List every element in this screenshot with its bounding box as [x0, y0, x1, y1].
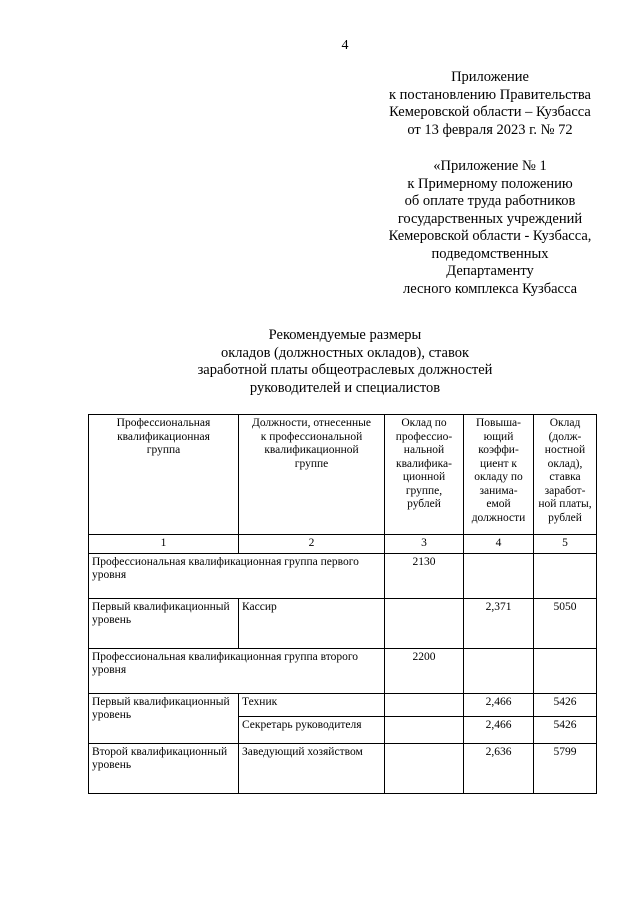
appendix-1-line: Кемеровской области - Кузбасса, [388, 228, 592, 244]
table-row [89, 693, 597, 716]
appendix-header-line: от 13 февраля 2023 г. № 72 [407, 121, 573, 138]
table-row-group-2 [89, 648, 597, 693]
empty-cell [464, 553, 534, 598]
column-number: 3 [385, 535, 464, 554]
header-cell: Оклад по профессио- нальной квалифика- ционной группе, рублей [385, 415, 464, 535]
appendix-1-line: «Приложение № 1 [433, 158, 547, 174]
title-line: руководителей и специалистов [249, 379, 441, 396]
appendix-1-line: Департаменту [446, 263, 534, 279]
pay-amount: 5426 [534, 693, 597, 716]
position-name: Кассир [239, 598, 385, 648]
title-line: Рекомендуемые размеры [268, 327, 422, 343]
coefficient: 2,466 [464, 716, 534, 743]
empty-cell [385, 743, 464, 793]
position-name: Заведующий хозяйством [239, 743, 385, 793]
position-name: Техник [239, 693, 385, 716]
header-cell: Должности, отнесенные к профессиональной квалификационной группе [239, 415, 385, 535]
title-line: окладов (должностных окладов), ставок [220, 344, 470, 361]
appendix-1-line: к Примерному положению [407, 175, 573, 192]
table-row-group-1 [89, 553, 597, 598]
header-cell: Повыша- ющий коэффи- циент к окладу по занима- емой должности [464, 415, 534, 535]
column-number: 1 [89, 535, 239, 554]
appendix-1-line: государственных учреждений [397, 210, 583, 227]
empty-cell [464, 648, 534, 693]
appendix-1-line: подведомственных [431, 245, 549, 262]
pay-amount: 5050 [534, 598, 597, 648]
document-title [150, 327, 540, 397]
group-salary: 2130 [385, 553, 464, 598]
appendix-header-line: Приложение [451, 69, 529, 85]
coefficient: 2,636 [464, 743, 534, 793]
table-row [89, 743, 597, 793]
header-cell: Профессиональная квалификационная группа [89, 415, 239, 535]
header-cell: Оклад (долж- ностной оклад), ставка заработ- ной платы, рублей [534, 415, 597, 535]
qualification-level: Второй квалификационный уровень [89, 743, 239, 793]
column-number-row [89, 535, 597, 554]
empty-cell [534, 648, 597, 693]
group-salary: 2200 [385, 648, 464, 693]
coefficient: 2,466 [464, 693, 534, 716]
appendix-header [370, 69, 610, 139]
coefficient: 2,371 [464, 598, 534, 648]
appendix-1-header [370, 158, 610, 298]
group-name: Профессиональная квалификационная группа первого уровня [89, 553, 385, 598]
title-line: заработной платы общеотраслевых должностей [197, 362, 493, 378]
empty-cell [385, 598, 464, 648]
qualification-level: Первый квалификационный уровень [89, 598, 239, 648]
salary-table [88, 414, 597, 794]
pay-amount: 5426 [534, 716, 597, 743]
pay-amount: 5799 [534, 743, 597, 793]
empty-cell [385, 716, 464, 743]
empty-cell [385, 693, 464, 716]
table-header-row [89, 415, 597, 535]
qualification-level: Первый квалификационный уровень [89, 693, 239, 743]
column-number: 5 [534, 535, 597, 554]
table-row [89, 598, 597, 648]
column-number: 2 [239, 535, 385, 554]
page-number: 4 [341, 38, 349, 53]
appendix-1-line: об оплате труда работников [404, 193, 576, 209]
empty-cell [534, 553, 597, 598]
appendix-1-line: лесного комплекса Кузбасса [402, 280, 578, 297]
appendix-header-line: к постановлению Правительства [389, 86, 591, 103]
column-number: 4 [464, 535, 534, 554]
position-name: Секретарь руководителя [239, 716, 385, 743]
group-name: Профессиональная квалификационная группа второго уровня [89, 648, 385, 693]
appendix-header-line: Кемеровской области – Кузбасса [389, 104, 591, 120]
